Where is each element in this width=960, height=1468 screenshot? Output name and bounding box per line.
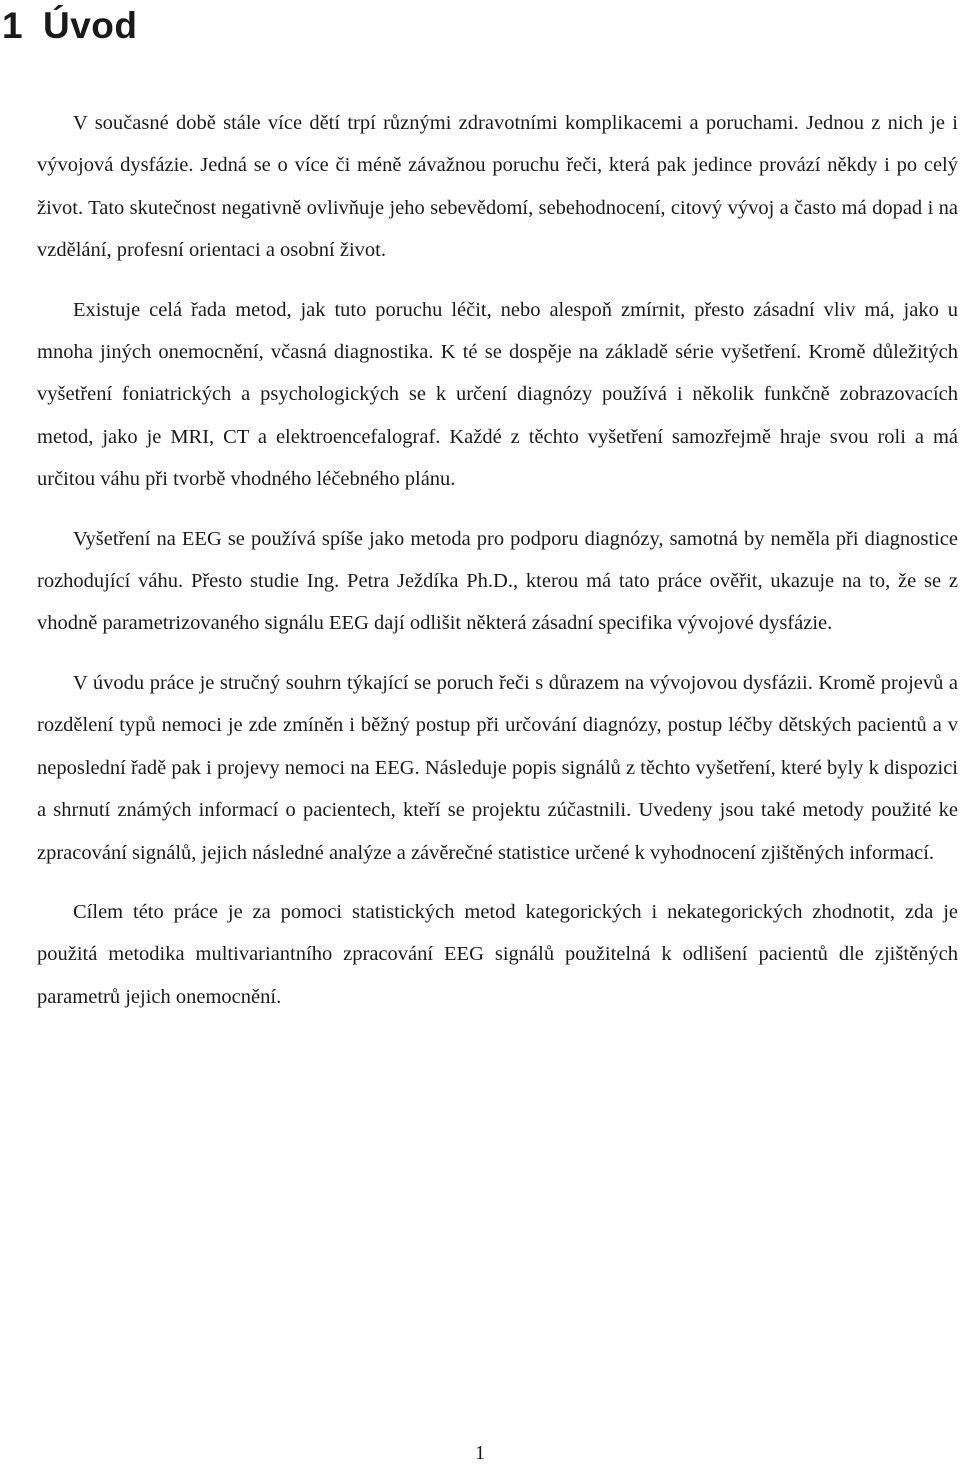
paragraph: Existuje celá řada metod, jak tuto poruchu léčit, nebo alespoň zmírnit, přesto zásadní vliv má, jako u mnoha jiných onemocnění, včasná diagnostika. K té se dospěje na základě série vyšetření. Kromě důležitých vyšetření foniatrických a psychologických se k určení diagnózy používá i několik funkčně zobrazovacích metod, jako je MRI, CT a elektroencefalograf. Každé z těchto vyšetření samozřejmě hraje svou roli a má určitou váhu při tvorbě vhodného léčebného plánu. [37, 298, 958, 491]
chapter-number: 1 [2, 5, 24, 46]
chapter-heading [2, 2, 138, 50]
paragraph: V úvodu práce je stručný souhrn týkající se poruch řeči s důrazem na vývojovou dysfázii. Kromě projevů a rozdělení typů nemoci je zde zmíněn i běžný postup při určování diagnózy, postup léčby dětských pacientů a v neposlední řadě pak i projevy nemoci na EEG. Následuje popis signálů z těchto vyšetření, které byly k dispozici a shrnutí známých informací o pacientech, kteří se projektu zúčastnili. Uvedeny jsou také metody použité ke zpracování signálů, jejich následné analýze a závěrečné statistice určené k vyhodnocení zjištěných informací. [37, 671, 958, 864]
paragraph: Cílem této práce je za pomoci statistických metod kategorických i nekategorických zhodnotit, zda je použitá metodika multivariantního zpracování EEG signálů použitelná k odlišení pacientů dle zjištěných parametrů jejich onemocnění. [37, 900, 958, 1008]
paragraph: V současné době stále více dětí trpí různými zdravotními komplikacemi a poruchami. Jednou z nich je i vývojová dysfázie. Jedná se o více či méně závažnou poruchu řeči, která pak jedince provází někdy i po celý život. Tato skutečnost negativně ovlivňuje jeho sebevědomí, sebehodnocení, citový vývoj a často má dopad i na vzdělání, profesní orientaci a osobní život. [37, 112, 958, 262]
paragraph: Vyšetření na EEG se používá spíše jako metoda pro podporu diagnózy, samotná by neměla při diagnostice rozhodující váhu. Přesto studie Ing. Petra Ježdíka Ph.D., kterou má tato práce ověřit, ukazuje na to, že se z vhodně parametrizovaného signálu EEG dají odlišit některá zásadní specifika vývojové dysfázie. [37, 527, 958, 635]
chapter-body [37, 102, 958, 1035]
chapter-title: Úvod [43, 5, 138, 46]
page-number: 1 [475, 1442, 485, 1464]
